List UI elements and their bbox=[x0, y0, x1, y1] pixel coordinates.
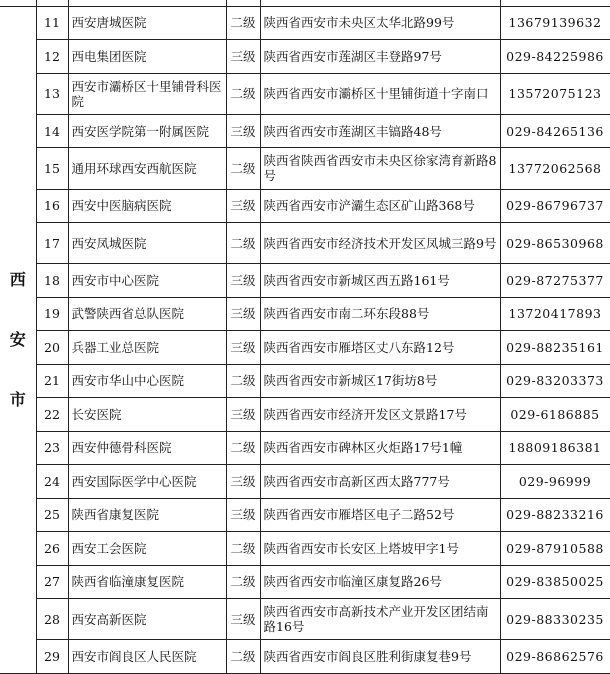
hospital-level: 二级 bbox=[226, 640, 260, 674]
table-row bbox=[0, 565, 610, 598]
hospital-address: 陕西省西安市浐灞生态区矿山路368号 bbox=[260, 189, 500, 222]
hospital-name: 西安凤城医院 bbox=[68, 223, 226, 264]
hospital-address: 陕西省西安市雁塔区电子二路52号 bbox=[260, 498, 500, 531]
table-row bbox=[0, 148, 610, 189]
hospital-level: 二级 bbox=[226, 532, 260, 565]
hospital-phone: 029-96999 bbox=[500, 465, 610, 498]
hospital-address: 陕西省西安市经济技术开发区凤城三路9号 bbox=[260, 223, 500, 264]
hospital-level: 三级 bbox=[226, 264, 260, 297]
hospital-phone: 029-84225986 bbox=[500, 40, 610, 73]
hospital-level: 二级 bbox=[226, 6, 260, 39]
table-row bbox=[0, 640, 610, 674]
hospital-phone: 13572075123 bbox=[500, 73, 610, 114]
hospital-address: 陕西省西安市碑林区火炬路17号1幢 bbox=[260, 431, 500, 464]
hospital-level: 二级 bbox=[226, 431, 260, 464]
hospital-name: 西安国际医学中心医院 bbox=[68, 465, 226, 498]
hospital-phone: 029-87275377 bbox=[500, 264, 610, 297]
table-row bbox=[0, 297, 610, 330]
row-number: 28 bbox=[36, 599, 68, 640]
row-number: 22 bbox=[36, 398, 68, 431]
hospital-name: 西安仲德骨科医院 bbox=[68, 431, 226, 464]
hospital-name: 西电集团医院 bbox=[68, 40, 226, 73]
table-row bbox=[0, 264, 610, 297]
hospital-phone: 13720417893 bbox=[500, 297, 610, 330]
hospital-level: 三级 bbox=[226, 465, 260, 498]
hospital-level: 二级 bbox=[226, 223, 260, 264]
hospital-phone: 029-83850025 bbox=[500, 565, 610, 598]
hospital-phone: 029-86796737 bbox=[500, 189, 610, 222]
hospital-address: 陕西省西安市临潼区康复路26号 bbox=[260, 565, 500, 598]
row-number: 14 bbox=[36, 114, 68, 147]
hospital-name: 通用环球西安西航医院 bbox=[68, 148, 226, 189]
hospital-phone: 18809186381 bbox=[500, 431, 610, 464]
row-number: 25 bbox=[36, 498, 68, 531]
hospital-name: 西安工会医院 bbox=[68, 532, 226, 565]
hospital-level: 二级 bbox=[226, 73, 260, 114]
hospital-name: 兵器工业总医院 bbox=[68, 331, 226, 364]
hospital-address: 陕西省西安市高新区西太路777号 bbox=[260, 465, 500, 498]
hospital-phone: 13772062568 bbox=[500, 148, 610, 189]
row-number: 24 bbox=[36, 465, 68, 498]
hospital-name: 陕西省临潼康复医院 bbox=[68, 565, 226, 598]
hospital-name: 西安医学院第一附属医院 bbox=[68, 114, 226, 147]
hospital-name: 西安市阎良区人民医院 bbox=[68, 640, 226, 674]
hospital-address: 陕西省西安市高新技术产业开发区团结南路16号 bbox=[260, 599, 500, 640]
hospital-level: 三级 bbox=[226, 498, 260, 531]
row-number: 15 bbox=[36, 148, 68, 189]
hospital-name: 西安中医脑病医院 bbox=[68, 189, 226, 222]
city-label: 西 安 市 bbox=[9, 269, 26, 409]
table-row bbox=[0, 223, 610, 264]
row-number: 17 bbox=[36, 223, 68, 264]
hospital-phone: 029-6186885 bbox=[500, 398, 610, 431]
row-number: 29 bbox=[36, 640, 68, 674]
hospital-phone: 029-88330235 bbox=[500, 599, 610, 640]
table-row bbox=[0, 532, 610, 565]
table-row bbox=[0, 40, 610, 73]
table-row bbox=[0, 73, 610, 114]
table-row bbox=[0, 114, 610, 147]
table-row bbox=[0, 364, 610, 397]
hospital-name: 西安市华山中心医院 bbox=[68, 364, 226, 397]
hospital-level: 二级 bbox=[226, 148, 260, 189]
hospital-name: 西安高新医院 bbox=[68, 599, 226, 640]
row-number: 12 bbox=[36, 40, 68, 73]
hospital-level: 三级 bbox=[226, 331, 260, 364]
hospital-level: 二级 bbox=[226, 565, 260, 598]
hospital-address: 陕西省西安市莲湖区丰镐路48号 bbox=[260, 114, 500, 147]
row-number: 11 bbox=[36, 6, 68, 39]
row-number: 16 bbox=[36, 189, 68, 222]
hospital-phone: 029-87910588 bbox=[500, 532, 610, 565]
hospital-name: 西安市中心医院 bbox=[68, 264, 226, 297]
hospital-address: 陕西省陕西省西安市未央区徐家湾育新路8号 bbox=[260, 148, 500, 189]
hospital-address: 陕西省西安市长安区上塔坡甲字1号 bbox=[260, 532, 500, 565]
hospital-phone: 029-88233216 bbox=[500, 498, 610, 531]
hospital-level: 三级 bbox=[226, 297, 260, 330]
hospital-address: 陕西省西安市新城区17街坊8号 bbox=[260, 364, 500, 397]
row-number: 20 bbox=[36, 331, 68, 364]
hospital-level: 二级 bbox=[226, 364, 260, 397]
row-number: 23 bbox=[36, 431, 68, 464]
table-row bbox=[0, 189, 610, 222]
row-number: 18 bbox=[36, 264, 68, 297]
hospital-phone: 13679139632 bbox=[500, 6, 610, 39]
hospital-level: 三级 bbox=[226, 599, 260, 640]
hospital-address: 陕西省西安市未央区太华北路99号 bbox=[260, 6, 500, 39]
hospital-address: 陕西省西安市莲湖区丰登路97号 bbox=[260, 40, 500, 73]
hospital-name: 西安唐城医院 bbox=[68, 6, 226, 39]
hospital-address: 陕西省西安市新城区西五路161号 bbox=[260, 264, 500, 297]
table-row bbox=[0, 6, 610, 39]
table-row bbox=[0, 431, 610, 464]
hospital-level: 三级 bbox=[226, 114, 260, 147]
table-row bbox=[0, 465, 610, 498]
row-number: 21 bbox=[36, 364, 68, 397]
hospital-name: 陕西省康复医院 bbox=[68, 498, 226, 531]
table-row bbox=[0, 599, 610, 640]
hospital-phone: 029-86530968 bbox=[500, 223, 610, 264]
hospital-name: 武警陕西省总队医院 bbox=[68, 297, 226, 330]
hospital-address: 陕西省西安市阎良区胜利街康复巷9号 bbox=[260, 640, 500, 674]
table-row bbox=[0, 398, 610, 431]
table-row bbox=[0, 331, 610, 364]
hospital-level: 三级 bbox=[226, 189, 260, 222]
table-row bbox=[0, 498, 610, 531]
hospital-phone: 029-83203373 bbox=[500, 364, 610, 397]
hospital-address: 陕西省西安市经济开发区文景路17号 bbox=[260, 398, 500, 431]
hospital-address: 陕西省西安市雁塔区丈八东路12号 bbox=[260, 331, 500, 364]
hospital-level: 三级 bbox=[226, 40, 260, 73]
row-number: 26 bbox=[36, 532, 68, 565]
hospital-phone: 029-86862576 bbox=[500, 640, 610, 674]
hospital-level: 三级 bbox=[226, 398, 260, 431]
hospital-address: 陕西省西安市南二环东段88号 bbox=[260, 297, 500, 330]
row-number: 19 bbox=[36, 297, 68, 330]
hospital-phone: 029-88235161 bbox=[500, 331, 610, 364]
hospital-name: 长安医院 bbox=[68, 398, 226, 431]
row-number: 27 bbox=[36, 565, 68, 598]
row-number: 13 bbox=[36, 73, 68, 114]
hospital-phone: 029-84265136 bbox=[500, 114, 610, 147]
city-cell bbox=[0, 6, 36, 673]
hospital-address: 陕西省西安市灞桥区十里铺街道十字南口 bbox=[260, 73, 500, 114]
hospital-name: 西安市灞桥区十里铺骨科医院 bbox=[68, 73, 226, 114]
